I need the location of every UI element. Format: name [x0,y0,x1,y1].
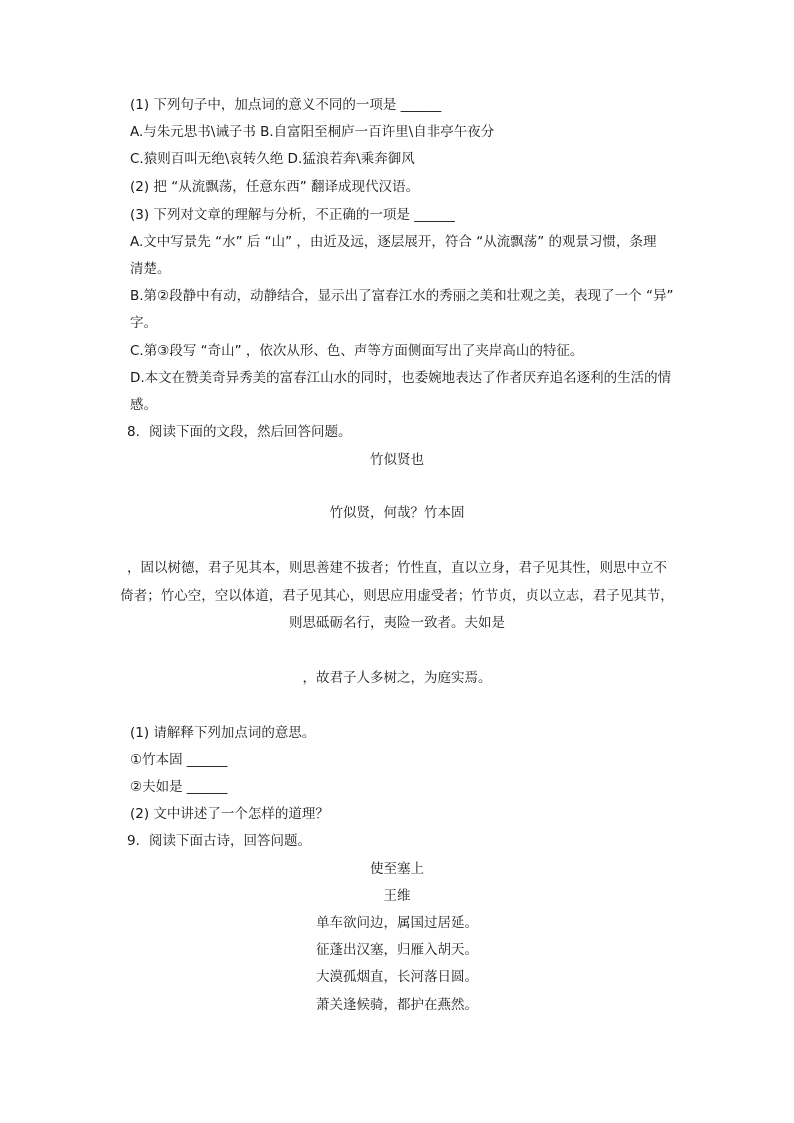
q7-option-a-line2: 清楚。 [130,261,171,277]
q8-item2: ②夫如是 ______ [130,779,228,795]
poem-line-2: 征蓬出汉塞，归雁入胡天。 [316,942,478,958]
q7-option-a-line1: A.文中写景先 “水” 后 “山” ，由近及远，逐层展开，符合 “从流飘荡” 的观景习惯，条理 [130,234,657,250]
q7-option-d-line2: 感。 [130,397,157,413]
q8-passage-p2-line3: 则思砥砺名行，夷险一致者。夫如是 [289,615,505,631]
q7-option-d-line1: D.本文在赞美奇异秀美的富春江山水的同时，也委婉地表达了作者厌弃追名逐利的生活的情 [130,370,672,386]
poem-author: 王维 [383,888,411,904]
q7-sub3: (3) 下列对文章的理解与分析，不正确的一项是 ______ [130,207,455,223]
q8-passage-p2-line2: 倚者；竹心空，空以体道，君子见其心，则思应用虚受者；竹节贞，贞以立志，君子见其节， [120,588,674,604]
q7-sub2: (2) 把 “从流飘荡，任意东西” 翻译成现代汉语。 [130,179,419,195]
q9-number: 9. [127,833,140,849]
q7-sub1: (1) 下列句子中，加点词的意义不同的一项是 ______ [130,97,442,113]
q9-prompt: 阅读下面古诗，回答问题。 [149,833,311,849]
q8-number: 8. [127,424,140,440]
q8-sub2: (2) 文中讲述了一个怎样的道理？ [130,806,329,822]
q8-sub1: (1) 请解释下列加点词的意思。 [130,725,316,741]
q7-option-b-line1: B.第②段静中有动，动静结合，显示出了富春江水的秀丽之美和壮观之美，表现了一个 “异” [130,288,674,304]
q8-prompt: 阅读下面的文段，然后回答问题。 [149,424,352,440]
q7-option-b-line2: 字。 [130,315,157,331]
q8-passage-p3: ，故君子人多树之，为庭实焉。 [302,670,492,686]
q7-option-c: C.第③段写 “奇山” ，依次从形、色、声等方面侧面写出了夹岸高山的特征。 [130,343,584,359]
q8-passage-title: 竹似贤也 [370,452,424,468]
poem-line-3: 大漠孤烟直，长河落日圆。 [316,969,478,985]
q8-passage-p1: 竹似贤，何哉？竹本固 [329,505,465,521]
poem-title: 使至塞上 [370,861,424,877]
q8-passage-p2-line1: ，固以树德，君子见其本，则思善建不拔者；竹性直，直以立身，君子见其性，则思中立不 [127,560,667,576]
q8-item1: ①竹本固 ______ [130,752,228,768]
q7-options-cd: C.猿则百叫无绝\哀转久绝 D.猛浪若奔\乘奔御风 [130,151,415,167]
poem-line-1: 单车欲问边，属国过居延。 [316,915,478,931]
poem-line-4: 萧关逢候骑，都护在燕然。 [316,997,478,1013]
q7-options-ab: A.与朱元思书\诫子书 B.自富阳至桐庐一百许里\自非亭午夜分 [130,124,495,140]
